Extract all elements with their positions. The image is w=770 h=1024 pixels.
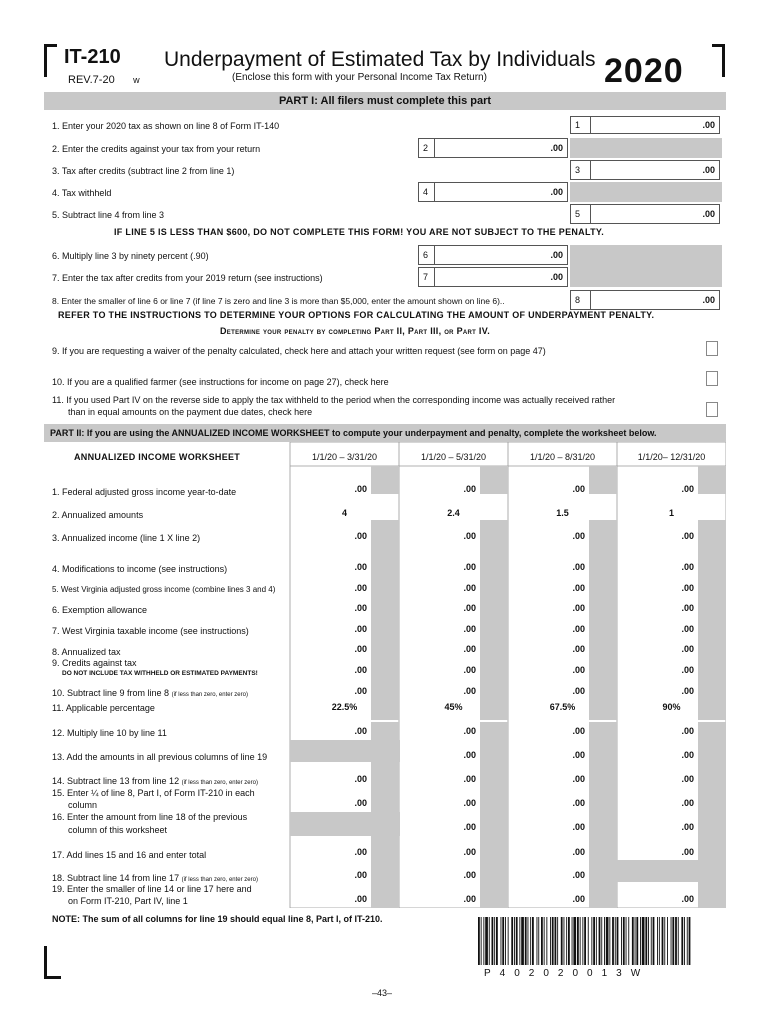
ws-shade-line18-col4 xyxy=(617,860,726,882)
barcode-bar xyxy=(640,917,641,965)
barcode-bar xyxy=(525,917,527,965)
barcode-bar xyxy=(511,917,513,965)
part1-line3-amount[interactable] xyxy=(590,160,720,180)
part1-line1: 1. Enter your 2020 tax as shown on line 8 of Form IT-140 xyxy=(52,121,280,131)
ws-line17-col2-amount[interactable]: .00 xyxy=(463,847,476,857)
ws-line10-text: 10. Subtract line 9 from line 8 xyxy=(52,688,170,698)
corner-mark-top-left xyxy=(44,44,57,77)
ws-line16-col4-amount[interactable]: .00 xyxy=(681,822,694,832)
ws-shade-c3-lower xyxy=(589,722,617,908)
barcode-bar xyxy=(572,917,573,965)
ws-line14-text: 14. Subtract line 13 from line 12 xyxy=(52,776,180,786)
ws-line2-col2: 2.4 xyxy=(447,508,460,518)
ws-line4-col4-amount[interactable]: .00 xyxy=(681,562,694,572)
ws-line5-col1-amount[interactable]: .00 xyxy=(354,583,367,593)
ws-line15b-label: column xyxy=(68,800,98,810)
ws-line11-label: 11. Applicable percentage xyxy=(52,703,155,713)
ws-line14-label xyxy=(52,776,258,786)
footer-note: NOTE: The sum of all columns for line 19 should equal line 8, Part I, of IT-210. xyxy=(52,914,383,924)
ws-line2-col4: 1 xyxy=(668,508,674,518)
ws-line5-col2-amount[interactable]: .00 xyxy=(463,583,476,593)
barcode-bar xyxy=(530,917,531,965)
part1-heading: PART I: All filers must complete this part xyxy=(44,92,726,110)
barcode-text: P402020013W xyxy=(484,968,650,979)
ws-line10-col3-amount[interactable]: .00 xyxy=(572,686,585,696)
part1-line7-value: .00 xyxy=(550,272,563,282)
barcode-bar xyxy=(568,917,570,965)
ws-shade-c1-body xyxy=(371,520,399,720)
part1-line5-num: 5 xyxy=(570,204,592,224)
ws-line14-col3-amount[interactable]: .00 xyxy=(572,774,585,784)
ws-line18-col3-amount[interactable]: .00 xyxy=(572,870,585,880)
ws-line15-col4-amount[interactable]: .00 xyxy=(681,798,694,808)
ws-line7-col2-amount[interactable]: .00 xyxy=(463,624,476,634)
barcode-bar xyxy=(541,917,543,965)
ws-line1-label: 1. Federal adjusted gross income year-to-date xyxy=(52,487,237,497)
barcode-bar xyxy=(550,917,551,965)
barcode-bar xyxy=(689,917,691,965)
barcode-bar xyxy=(651,917,652,965)
revision xyxy=(68,70,140,88)
ws-line11-col3: 67.5% xyxy=(549,702,576,712)
ws-line12-col4-amount[interactable]: .00 xyxy=(681,726,694,736)
ws-line7-col4-amount[interactable]: .00 xyxy=(681,624,694,634)
barcode-bar xyxy=(552,917,554,965)
ws-line12-col2-amount[interactable]: .00 xyxy=(463,726,476,736)
ws-line6-col4-amount[interactable]: .00 xyxy=(681,603,694,613)
barcode-bar xyxy=(561,917,563,965)
ws-line15-col2-amount[interactable]: .00 xyxy=(463,798,476,808)
ws-line8-col3-amount[interactable]: .00 xyxy=(572,644,585,654)
ws-line19-col4-amount[interactable]: .00 xyxy=(681,894,694,904)
ws-shade-line13-col1 xyxy=(290,740,400,762)
ws-line9-label: 9. Credits against tax xyxy=(52,658,137,668)
revision-mark: w xyxy=(133,75,140,85)
ws-line2-label: 2. Annualized amounts xyxy=(52,510,144,520)
part1-line2-shade xyxy=(570,138,722,158)
form-title: Underpayment of Estimated Tax by Individuals xyxy=(164,48,596,71)
part1-line11b: than in equal amounts on the payment due dates, check here xyxy=(68,407,313,417)
ws-line10-note: (if less than zero, enter zero) xyxy=(171,692,248,698)
ws-shade-c2-lower xyxy=(480,722,508,908)
ws-line18-note: (if less than zero, enter zero) xyxy=(181,877,258,883)
barcode-bar xyxy=(489,917,490,965)
corner-mark-top-right xyxy=(712,44,725,77)
part1-line7-num: 7 xyxy=(418,267,436,287)
barcode-bar xyxy=(653,917,655,965)
ws-line6-col1-amount[interactable]: .00 xyxy=(354,603,367,613)
ws-line9-col4-amount[interactable]: .00 xyxy=(681,665,694,675)
barcode-bar xyxy=(519,917,520,965)
part1-line10: 10. If you are a qualified farmer (see instructions for income on page 27), check here xyxy=(52,377,389,387)
ws-shade-c4-body xyxy=(698,520,726,720)
part1-line8: 8. Enter the smaller of line 6 or line 7 (if line 7 is zero and line 3 is more than $5,000, enter the amount shown on line 6).. xyxy=(52,296,505,306)
part1-lines6-7-shade xyxy=(570,245,722,287)
ws-line14-col2-amount[interactable]: .00 xyxy=(463,774,476,784)
part1-line2-num: 2 xyxy=(418,138,436,158)
ws-line19a-label: 19. Enter the smaller of line 14 or line 17 here and xyxy=(52,884,252,894)
ws-line8-col2-amount[interactable]: .00 xyxy=(463,644,476,654)
form-subtitle: (Enclose this form with your Personal Income Tax Return) xyxy=(232,72,487,83)
part4-checkbox[interactable] xyxy=(706,402,718,417)
ws-line10-label xyxy=(52,688,248,698)
part1-line4-value: .00 xyxy=(550,187,563,197)
part1-line3-value: .00 xyxy=(702,165,715,175)
barcode-bar xyxy=(580,917,581,965)
ws-line5-col3-amount[interactable]: .00 xyxy=(572,583,585,593)
ws-line11-col2: 45% xyxy=(444,702,463,712)
ws-line9-note: DO NOT INCLUDE TAX WITHHELD OR ESTIMATED PAYMENTS! xyxy=(62,670,258,677)
farmer-checkbox[interactable] xyxy=(706,371,718,386)
barcode-bar xyxy=(601,917,602,965)
ws-shade-c3-body xyxy=(589,520,617,720)
form-id-text: IT-210 xyxy=(64,46,121,68)
ws-line18-col2-amount[interactable]: .00 xyxy=(463,870,476,880)
ws-line17-col1-amount[interactable]: .00 xyxy=(354,847,367,857)
barcode-bar xyxy=(672,917,674,965)
barcode-bar xyxy=(621,917,622,965)
barcode-bar xyxy=(528,917,529,965)
part1-line4-amount[interactable] xyxy=(434,182,568,202)
ws-line12-col3-amount[interactable]: .00 xyxy=(572,726,585,736)
ws-line3-col2-amount[interactable]: .00 xyxy=(463,531,476,541)
ws-line17-label: 17. Add lines 15 and 16 and enter total xyxy=(52,850,207,860)
part1-line2-value: .00 xyxy=(550,143,563,153)
ws-line17-col4-amount[interactable]: .00 xyxy=(681,847,694,857)
ws-line9-col2-amount[interactable]: .00 xyxy=(463,665,476,675)
part1-line2: 2. Enter the credits against your tax from your return xyxy=(52,144,261,154)
part1-line4-num: 4 xyxy=(418,182,436,202)
barcode-bar xyxy=(678,917,679,965)
ws-line18-col1-amount[interactable]: .00 xyxy=(354,870,367,880)
barcode-bar xyxy=(681,917,683,965)
ws-line1-col1-amount[interactable]: .00 xyxy=(354,484,367,494)
ws-line19b-label: on Form IT-210, Part IV, line 1 xyxy=(68,896,188,906)
ws-line13-col3-amount[interactable]: .00 xyxy=(572,750,585,760)
ws-line5-label: 5. West Virginia adjusted gross income (combine lines 3 and 4) xyxy=(52,585,276,594)
ws-line1-col2-amount[interactable]: .00 xyxy=(463,484,476,494)
barcode-bar xyxy=(623,917,625,965)
barcode-bar xyxy=(596,917,597,965)
part1-line6: 6. Multiply line 3 by ninety percent (.90) xyxy=(52,251,209,261)
waiver-checkbox[interactable] xyxy=(706,341,718,356)
ws-line7-label: 7. West Virginia taxable income (see instructions) xyxy=(52,626,249,636)
barcode-bar xyxy=(521,917,524,965)
barcode-bar xyxy=(632,917,634,965)
ws-line3-col3-amount[interactable]: .00 xyxy=(572,531,585,541)
barcode-bar xyxy=(636,917,638,965)
part1-line2-amount[interactable] xyxy=(434,138,568,158)
part1-line1-amount[interactable] xyxy=(590,116,720,134)
ws-line14-col1-amount[interactable]: .00 xyxy=(354,774,367,784)
ws-line7-col3-amount[interactable]: .00 xyxy=(572,624,585,634)
barcode-bar xyxy=(687,917,688,965)
ws-line15-col3-amount[interactable]: .00 xyxy=(572,798,585,808)
ws-line14-col4-amount[interactable]: .00 xyxy=(681,774,694,784)
ws-line4-col3-amount[interactable]: .00 xyxy=(572,562,585,572)
barcode-bar xyxy=(606,917,609,965)
barcode-bar xyxy=(684,917,685,965)
ws-line16b-label: column of this worksheet xyxy=(68,825,168,835)
barcode-bar xyxy=(481,917,482,965)
part1-line3-num: 3 xyxy=(570,160,592,180)
ws-line19-col3-amount[interactable]: .00 xyxy=(572,894,585,904)
part1-line6-amount[interactable] xyxy=(434,245,568,265)
form-id xyxy=(64,46,121,69)
ws-line6-label: 6. Exemption allowance xyxy=(52,605,148,615)
notice-line5: IF LINE 5 IS LESS THAN $600, DO NOT COMPLETE THIS FORM! YOU ARE NOT SUBJECT TO THE PENALTY. xyxy=(114,227,605,237)
ws-shade-line16-col1 xyxy=(290,812,400,836)
ws-shade-c1-gross xyxy=(371,466,399,494)
worksheet-title: ANNUALIZED INCOME WORKSHEET xyxy=(74,452,241,462)
barcode-bar xyxy=(577,917,579,965)
tax-year: 2020 xyxy=(604,52,684,90)
barcode-bar xyxy=(612,917,614,965)
barcode-bar xyxy=(494,917,495,965)
ws-line12-label: 12. Multiply line 10 by line 11 xyxy=(52,728,167,738)
ws-line15-col1-amount[interactable]: .00 xyxy=(354,798,367,808)
part1-line4: 4. Tax withheld xyxy=(52,188,112,198)
barcode-bar xyxy=(626,917,627,965)
barcode-bar xyxy=(645,917,647,965)
barcode-bar xyxy=(617,917,619,965)
barcode-bar xyxy=(657,917,658,965)
col-header-2: 1/1/20 – 5/31/20 xyxy=(420,452,487,462)
part1-line3: 3. Tax after credits (subtract line 2 from line 1) xyxy=(52,166,235,176)
barcode-bar xyxy=(671,917,672,965)
barcode-bar xyxy=(546,917,547,965)
ws-line10-col1-amount[interactable]: .00 xyxy=(354,686,367,696)
barcode-bar xyxy=(538,917,539,965)
ws-line5-col4-amount[interactable]: .00 xyxy=(681,583,694,593)
ws-line10-col2-amount[interactable]: .00 xyxy=(463,686,476,696)
part1-line1-num: 1 xyxy=(570,116,592,134)
ws-line13-col2-amount[interactable]: .00 xyxy=(463,750,476,760)
ws-line4-col1-amount[interactable]: .00 xyxy=(354,562,367,572)
part2-heading: PART II: If you are using the ANNUALIZED INCOME WORKSHEET to compute your underpayment and penalty, complete the worksheet below. xyxy=(44,424,726,442)
part1-line11a: 11. If you used Part IV on the reverse side to apply the tax withheld to the period when the corresponding income was actually received rather xyxy=(52,395,616,405)
barcode-bar xyxy=(516,917,518,965)
ws-line13-label: 13. Add the amounts in all previous columns of line 19 xyxy=(52,752,268,762)
ws-line4-label: 4. Modifications to income (see instructions) xyxy=(52,564,228,574)
ws-line8-col1-amount[interactable]: .00 xyxy=(354,644,367,654)
part1-line5-amount[interactable] xyxy=(590,204,720,224)
part1-line5-value: .00 xyxy=(702,209,715,219)
ws-line3-col4-amount[interactable]: .00 xyxy=(681,531,694,541)
part1-line6-value: .00 xyxy=(550,250,563,260)
ws-line1-col3-amount[interactable]: .00 xyxy=(572,484,585,494)
ws-line18-text: 18. Subtract line 14 from line 17 xyxy=(52,873,180,883)
barcode-bar xyxy=(502,917,504,965)
barcode-bar xyxy=(588,917,589,965)
ws-line8-label: 8. Annualized tax xyxy=(52,647,121,657)
barcode-bar xyxy=(615,917,616,965)
ws-shade-c2-body xyxy=(480,520,508,720)
barcode-bar xyxy=(492,917,494,965)
barcode-bar xyxy=(662,917,664,965)
barcode-bar xyxy=(628,917,629,965)
barcode-bar xyxy=(648,917,649,965)
barcode-bar xyxy=(667,917,668,965)
barcode-bar xyxy=(593,917,595,965)
barcode-bar xyxy=(514,917,515,965)
ws-line15a-label: 15. Enter ¼ of line 8, Part I, of Form IT-210 in each xyxy=(52,788,255,798)
ws-line19-col2-amount[interactable]: .00 xyxy=(463,894,476,904)
barcode-bar xyxy=(635,917,636,965)
barcode-bar xyxy=(664,917,665,965)
ws-shade-c3-gross xyxy=(589,466,617,494)
notice-determine: Determine your penalty by completing Part II, Part III, or Part IV. xyxy=(220,326,491,336)
corner-mark-bottom-left xyxy=(44,946,61,979)
barcode-bar xyxy=(604,917,605,965)
ws-line6-col3-amount[interactable]: .00 xyxy=(572,603,585,613)
ws-line2-col3: 1.5 xyxy=(556,508,569,518)
ws-line8-col4-amount[interactable]: .00 xyxy=(681,644,694,654)
ws-line3-col1-amount[interactable]: .00 xyxy=(354,531,367,541)
col-header-4: 1/1/20– 12/31/20 xyxy=(637,452,706,462)
ws-line7-col1-amount[interactable]: .00 xyxy=(354,624,367,634)
barcode-bar xyxy=(505,917,506,965)
barcode-bar xyxy=(675,917,677,965)
part1-line8-amount[interactable] xyxy=(590,290,720,310)
ws-line12-col1-amount[interactable]: .00 xyxy=(354,726,367,736)
part1-line1-value: .00 xyxy=(702,120,715,130)
ws-line3-label: 3. Annualized income (line 1 X line 2) xyxy=(52,533,201,543)
ws-line17-col3-amount[interactable]: .00 xyxy=(572,847,585,857)
ws-line16-col2-amount[interactable]: .00 xyxy=(463,822,476,832)
barcode-bar xyxy=(544,917,545,965)
ws-line4-col2-amount[interactable]: .00 xyxy=(463,562,476,572)
col-header-1: 1/1/20 – 3/31/20 xyxy=(311,452,378,462)
ws-line16a-label: 16. Enter the amount from line 18 of the previous xyxy=(52,812,248,822)
notice-options: REFER TO THE INSTRUCTIONS TO DETERMINE YOUR OPTIONS FOR CALCULATING THE AMOUNT OF UNDERPAYMENT PENALTY. xyxy=(58,310,655,320)
ws-line11-col1: 22.5% xyxy=(331,702,358,712)
ws-line19-col1-amount[interactable]: .00 xyxy=(354,894,367,904)
barcode-bar xyxy=(483,917,484,965)
barcode-bar xyxy=(496,917,498,965)
barcode xyxy=(478,917,692,965)
part1-line7-amount[interactable] xyxy=(434,267,568,287)
barcode-bar xyxy=(582,917,583,965)
barcode-bar xyxy=(564,917,565,965)
barcode-bar xyxy=(555,917,557,965)
barcode-bar xyxy=(642,917,645,965)
barcode-bar xyxy=(609,917,610,965)
barcode-bar xyxy=(566,917,567,965)
barcode-bar xyxy=(659,917,660,965)
ws-shade-c4-gross xyxy=(698,466,726,494)
part1-line5: 5. Subtract line 4 from line 3 xyxy=(52,210,165,220)
part1-line7: 7. Enter the tax after credits from your 2019 return (see instructions) xyxy=(52,273,323,283)
part1-line9: 9. If you are requesting a waiver of the penalty calculated, check here and attach your written request (see form on page 47) xyxy=(52,346,546,356)
barcode-bar xyxy=(537,917,538,965)
barcode-bar xyxy=(501,917,502,965)
ws-line11-col4: 90% xyxy=(662,702,681,712)
ws-shade-c2-gross xyxy=(480,466,508,494)
barcode-bar xyxy=(573,917,576,965)
col-header-3: 1/1/20 – 8/31/20 xyxy=(529,452,596,462)
barcode-bar xyxy=(508,917,509,965)
barcode-bar xyxy=(485,917,488,965)
ws-line14-note: (if less than zero, enter zero) xyxy=(181,780,258,786)
barcode-bar xyxy=(591,917,592,965)
barcode-bar xyxy=(478,917,480,965)
ws-line9-col1-amount[interactable]: .00 xyxy=(354,665,367,675)
barcode-bar xyxy=(532,917,534,965)
part1-line8-num: 8 xyxy=(570,290,592,310)
barcode-bar xyxy=(599,917,601,965)
part1-line8-value: .00 xyxy=(702,295,715,305)
ws-line13-col4-amount[interactable]: .00 xyxy=(681,750,694,760)
barcode-bar xyxy=(584,917,586,965)
ws-line1-col4-amount[interactable]: .00 xyxy=(681,484,694,494)
page-number: –43– xyxy=(372,988,393,998)
ws-line16-col3-amount[interactable]: .00 xyxy=(572,822,585,832)
revision-text: REV.7-20 xyxy=(68,74,115,86)
ws-line9-col3-amount[interactable]: .00 xyxy=(572,665,585,675)
barcode-bar xyxy=(557,917,558,965)
ws-line10-col4-amount[interactable]: .00 xyxy=(681,686,694,696)
ws-line2-col1: 4 xyxy=(341,508,347,518)
part1-line6-num: 6 xyxy=(418,245,436,265)
ws-line6-col2-amount[interactable]: .00 xyxy=(463,603,476,613)
ws-line18-label xyxy=(52,873,258,883)
part1-line4-shade xyxy=(570,182,722,202)
